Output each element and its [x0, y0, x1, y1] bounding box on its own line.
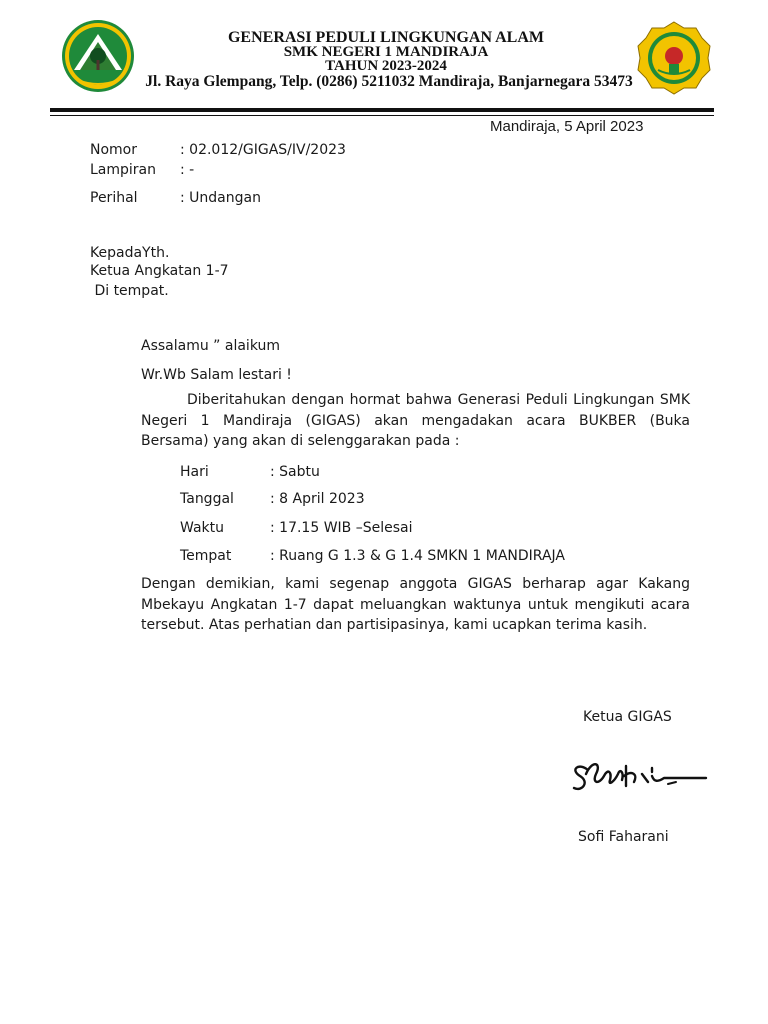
meta-label-perihal: Perihal — [90, 190, 138, 206]
academic-year: TAHUN 2023-2024 — [325, 58, 447, 74]
header-rule-thick — [50, 108, 714, 112]
recipient-line-2: Ketua Angkatan 1-7 — [90, 263, 229, 279]
meta-value-lampiran: : - — [180, 162, 195, 178]
detail-value-hari: : Sabtu — [270, 464, 320, 480]
detail-label-hari: Hari — [180, 464, 209, 480]
recipient-line-3: Di tempat. — [90, 283, 169, 299]
detail-value-tempat: : Ruang G 1.3 & G 1.4 SMKN 1 MANDIRAJA — [270, 548, 565, 564]
signer-title: Ketua GIGAS — [583, 709, 672, 725]
detail-label-tempat: Tempat — [180, 548, 232, 564]
signer-name: Sofi Faharani — [578, 829, 669, 845]
meta-label-nomor: Nomor — [90, 142, 137, 158]
letter-date: Mandiraja, 5 April 2023 — [490, 118, 644, 135]
letterhead — [130, 30, 642, 91]
body-intro: Diberitahukan dengan hormat bahwa Generasi Peduli Lingkungan SMK Negeri 1 Mandiraja (GIGAS) akan mengadakan acara BUKBER (Buka Bersama) yang akan di selenggarakan pada : — [141, 392, 690, 449]
body-closing: Dengan demikian, kami segenap anggota GIGAS berharap agar Kakang Mbekayu Angkatan 1-7 dapat meluangkan waktunya untuk mengikuti acara tersebut. Atas perhatian dan partisipasinya, kami ucapkan terima kasih. — [141, 576, 690, 633]
detail-value-waktu: : 17.15 WIB –Selesai — [270, 520, 413, 536]
meta-label-lampiran: Lampiran — [90, 162, 157, 178]
address: Jl. Raya Glempang, Telp. (0286) 5211032 Mandiraja, Banjarnegara 53473 — [145, 73, 633, 90]
meta-value-nomor: : 02.012/GIGAS/IV/2023 — [180, 142, 346, 158]
greeting: Assalamu ” alaikum — [141, 338, 281, 354]
gigas-logo — [60, 18, 136, 94]
recipient-line-1: KepadaYth. — [90, 245, 170, 261]
detail-value-tanggal: : 8 April 2023 — [270, 491, 365, 507]
header-rule-thin — [50, 115, 714, 116]
meta-value-perihal: : Undangan — [180, 190, 261, 206]
detail-label-waktu: Waktu — [180, 520, 224, 536]
handwritten-signature — [568, 752, 714, 802]
greeting-2: Wr.Wb Salam lestari ! — [141, 367, 292, 383]
school-logo — [636, 20, 712, 96]
detail-label-tanggal: Tanggal — [180, 491, 234, 507]
school-name: SMK NEGERI 1 MANDIRAJA — [283, 44, 489, 60]
org-name: GENERASI PEDULI LINGKUNGAN ALAM — [227, 29, 545, 46]
